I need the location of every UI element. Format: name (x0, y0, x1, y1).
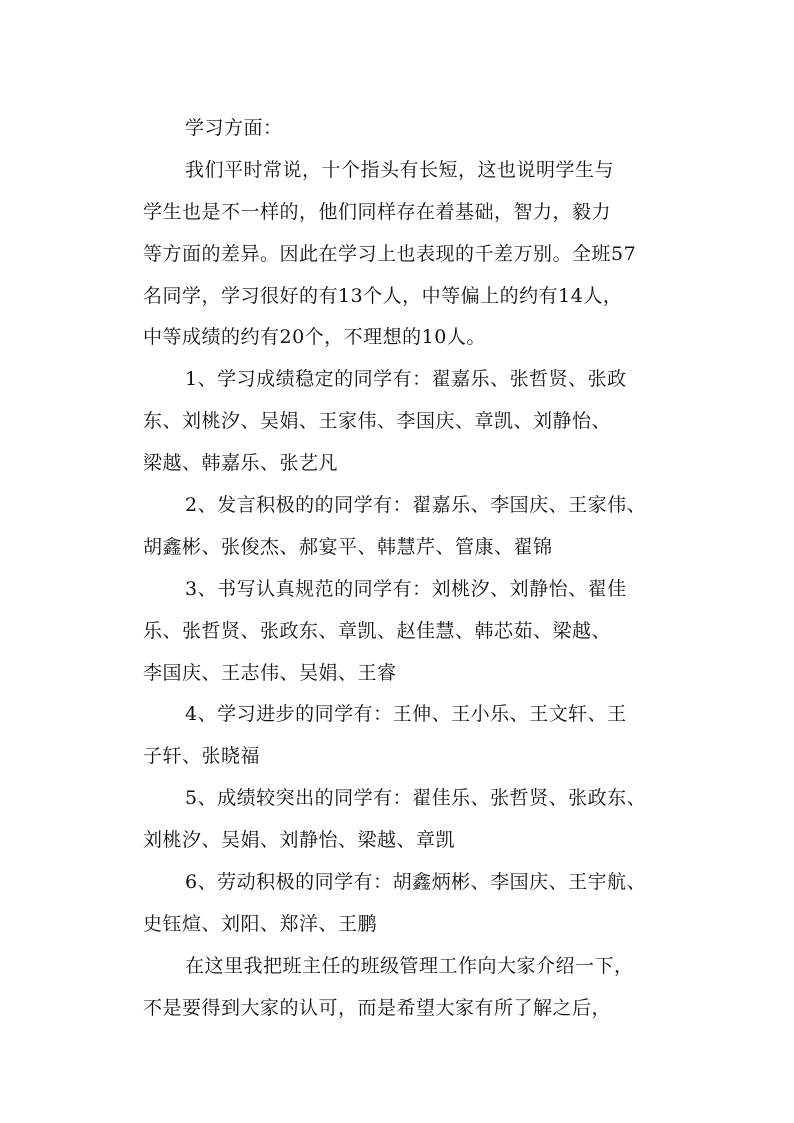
list-item-line: 6、劳动积极的同学有：胡鑫炳彬、李国庆、王宇航、 (185, 871, 647, 894)
paragraph-line: 在这里我把班主任的班级管理工作向大家介绍一下， (185, 954, 634, 977)
paragraph-line: 名同学，学习很好的有13个人，中等偏上的约有14人， (143, 284, 623, 307)
section-heading: 学习方面： (185, 117, 283, 139)
list-item-line: 李国庆、王志伟、吴娟、王睿 (143, 661, 397, 684)
list-item-line: 史钰煊、刘阳、郑洋、王鹏 (143, 912, 378, 935)
list-item-line: 胡鑫彬、张俊杰、郝宴平、韩慧芹、管康、翟锦 (143, 535, 553, 558)
paragraph-line: 等方面的差异。因此在学习上也表现的千差万别。全班57 (143, 242, 637, 265)
document-body (143, 108, 663, 1030)
list-item-line: 梁越、韩嘉乐、张艺凡 (143, 452, 339, 475)
list-item-line: 3、书写认真规范的同学有：刘桃汐、刘静怡、翟佳 (185, 577, 627, 600)
list-item-line: 刘桃汐、吴娟、刘静怡、梁越、章凯 (143, 829, 456, 852)
paragraph-line: 我们平时常说，十个指头有长短，这也说明学生与 (185, 158, 615, 181)
list-item-line: 东、刘桃汐、吴娟、王家伟、李国庆、章凯、刘静怡、 (143, 410, 612, 433)
paragraph-line: 中等成绩的约有20个，不理想的10人。 (143, 326, 486, 349)
list-item-line: 5、成绩较突出的同学有：翟佳乐、张哲贤、张政东、 (185, 787, 647, 810)
paragraph-line: 学生也是不一样的，他们同样存在着基础，智力，毅力 (143, 200, 612, 223)
list-item-line: 子轩、张晓福 (143, 745, 261, 768)
list-item-line: 1、学习成绩稳定的同学有：翟嘉乐、张哲贤、张政 (185, 368, 627, 391)
list-item-line: 乐、张哲贤、张政东、章凯、赵佳慧、韩芯茹、梁越、 (143, 619, 612, 642)
list-item-line: 2、发言积极的的同学有：翟嘉乐、李国庆、王家伟、 (185, 494, 647, 517)
list-item-line: 4、学习进步的同学有：王伸、王小乐、王文轩、王 (185, 703, 627, 726)
paragraph-line: 不是要得到大家的认可，而是希望大家有所了解之后， (143, 996, 612, 1019)
